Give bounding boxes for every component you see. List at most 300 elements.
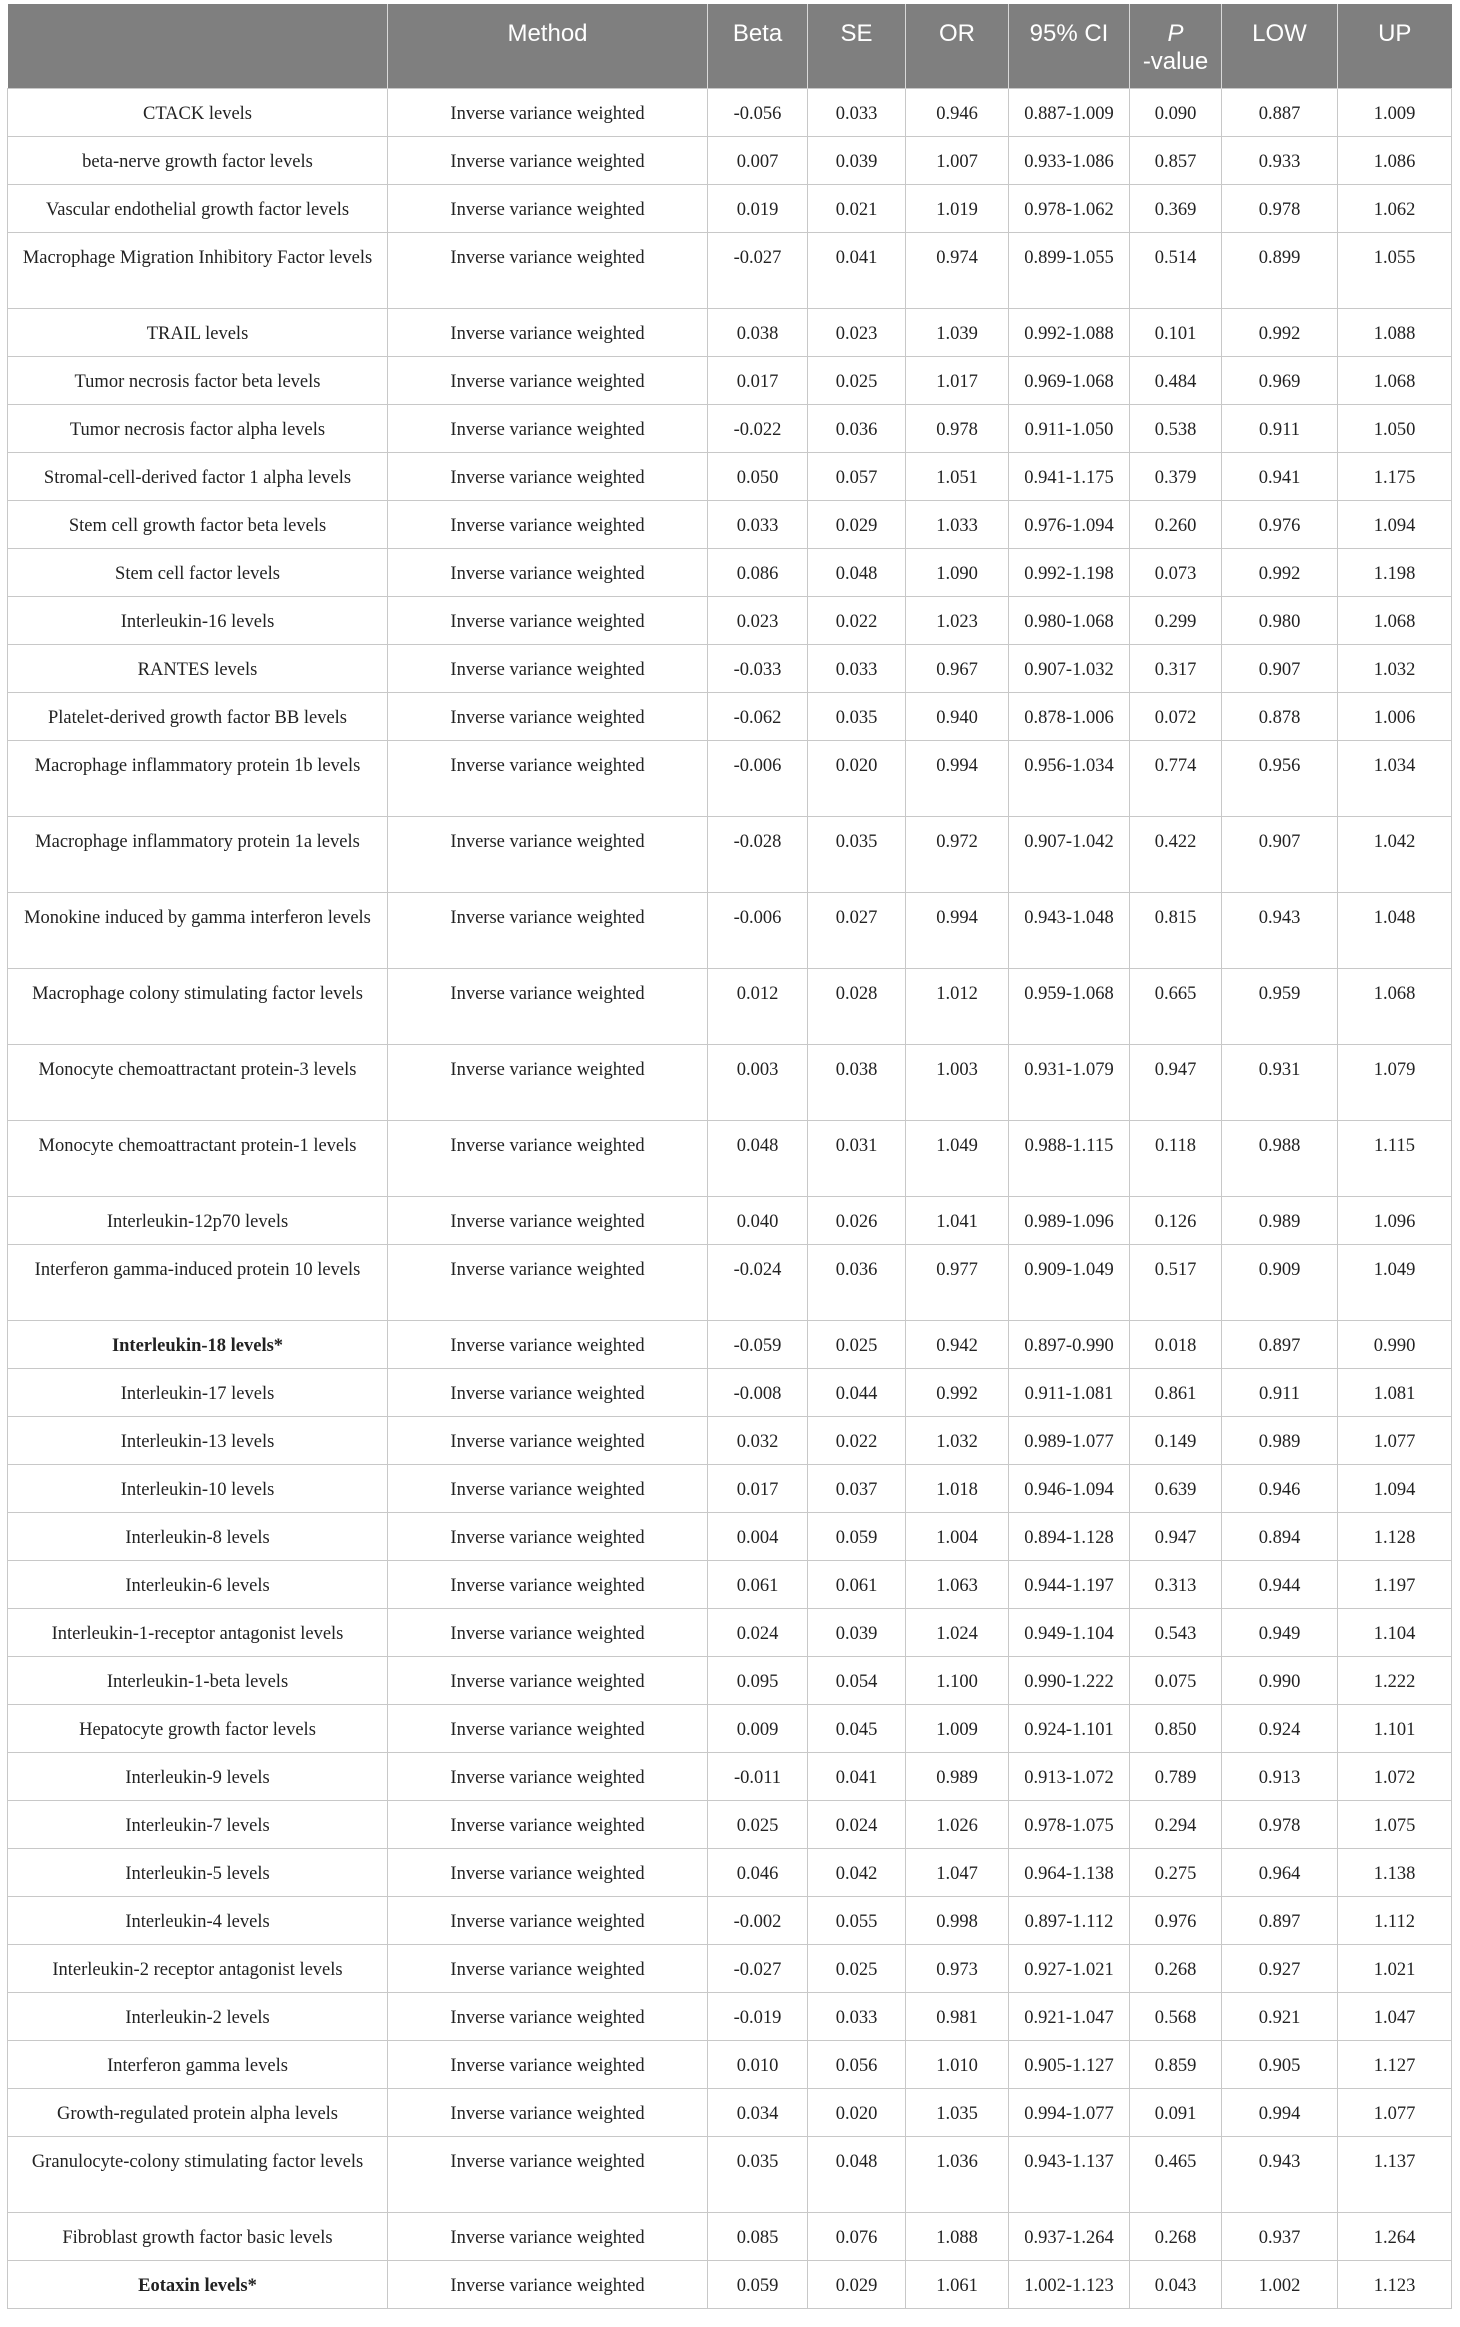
up-cell: 1.081 (1338, 1368, 1452, 1416)
method-cell: Inverse variance weighted (388, 308, 708, 356)
exposure-cell: Tumor necrosis factor alpha levels (8, 404, 388, 452)
beta-cell: -0.008 (708, 1368, 808, 1416)
table-row (8, 1464, 1452, 1512)
ci-cell: 0.988-1.115 (1009, 1120, 1130, 1196)
p-value-cell: 0.774 (1130, 740, 1222, 816)
or-cell: 1.010 (906, 2040, 1009, 2088)
low-cell: 0.937 (1222, 2212, 1338, 2260)
beta-cell: -0.006 (708, 892, 808, 968)
table-row (8, 644, 1452, 692)
p-value-cell: 0.090 (1130, 88, 1222, 136)
p-value-cell: 0.538 (1130, 404, 1222, 452)
method-cell: Inverse variance weighted (388, 1752, 708, 1800)
exposure-cell: Interleukin-2 receptor antagonist levels (8, 1944, 388, 1992)
or-cell: 1.019 (906, 184, 1009, 232)
or-cell: 1.047 (906, 1848, 1009, 1896)
se-cell: 0.029 (808, 2260, 906, 2308)
method-cell: Inverse variance weighted (388, 816, 708, 892)
exposure-cell: Stem cell factor levels (8, 548, 388, 596)
beta-cell: -0.022 (708, 404, 808, 452)
se-cell: 0.036 (808, 404, 906, 452)
beta-cell: 0.019 (708, 184, 808, 232)
up-cell: 1.075 (1338, 1800, 1452, 1848)
se-cell: 0.020 (808, 2088, 906, 2136)
p-value-cell: 0.815 (1130, 892, 1222, 968)
exposure-cell: Interferon gamma levels (8, 2040, 388, 2088)
up-cell: 1.042 (1338, 816, 1452, 892)
exposure-cell: Interleukin-6 levels (8, 1560, 388, 1608)
p-value-cell: 0.665 (1130, 968, 1222, 1044)
or-cell: 1.007 (906, 136, 1009, 184)
table-row (8, 816, 1452, 892)
beta-cell: 0.003 (708, 1044, 808, 1120)
p-value-cell: 0.118 (1130, 1120, 1222, 1196)
p-value-cell: 0.126 (1130, 1196, 1222, 1244)
header-method: Method (388, 4, 708, 88)
method-cell: Inverse variance weighted (388, 184, 708, 232)
or-cell: 1.018 (906, 1464, 1009, 1512)
p-value-cell: 0.947 (1130, 1512, 1222, 1560)
p-value-cell: 0.517 (1130, 1244, 1222, 1320)
low-cell: 0.933 (1222, 136, 1338, 184)
low-cell: 0.927 (1222, 1944, 1338, 1992)
p-value-cell: 0.313 (1130, 1560, 1222, 1608)
ci-cell: 0.911-1.081 (1009, 1368, 1130, 1416)
p-value-cell: 0.422 (1130, 816, 1222, 892)
up-cell: 1.068 (1338, 356, 1452, 404)
exposure-cell: beta-nerve growth factor levels (8, 136, 388, 184)
or-cell: 1.100 (906, 1656, 1009, 1704)
low-cell: 0.989 (1222, 1196, 1338, 1244)
p-value-cell: 0.091 (1130, 2088, 1222, 2136)
up-cell: 1.062 (1338, 184, 1452, 232)
se-cell: 0.028 (808, 968, 906, 1044)
results-table (7, 4, 1452, 2309)
or-cell: 1.041 (906, 1196, 1009, 1244)
method-cell: Inverse variance weighted (388, 692, 708, 740)
se-cell: 0.041 (808, 1752, 906, 1800)
beta-cell: -0.027 (708, 1944, 808, 1992)
ci-cell: 0.941-1.175 (1009, 452, 1130, 500)
p-value-cell: 0.568 (1130, 1992, 1222, 2040)
beta-cell: 0.059 (708, 2260, 808, 2308)
up-cell: 1.077 (1338, 1416, 1452, 1464)
or-cell: 1.088 (906, 2212, 1009, 2260)
or-cell: 0.946 (906, 88, 1009, 136)
table-row (8, 136, 1452, 184)
low-cell: 0.909 (1222, 1244, 1338, 1320)
se-cell: 0.055 (808, 1896, 906, 1944)
low-cell: 0.897 (1222, 1896, 1338, 1944)
or-cell: 1.004 (906, 1512, 1009, 1560)
exposure-cell: Interleukin-8 levels (8, 1512, 388, 1560)
table-row (8, 1196, 1452, 1244)
low-cell: 0.907 (1222, 644, 1338, 692)
method-cell: Inverse variance weighted (388, 232, 708, 308)
se-cell: 0.041 (808, 232, 906, 308)
or-cell: 1.033 (906, 500, 1009, 548)
exposure-cell: Hepatocyte growth factor levels (8, 1704, 388, 1752)
ci-cell: 0.894-1.128 (1009, 1512, 1130, 1560)
beta-cell: 0.007 (708, 136, 808, 184)
low-cell: 0.905 (1222, 2040, 1338, 2088)
ci-cell: 0.913-1.072 (1009, 1752, 1130, 1800)
up-cell: 1.072 (1338, 1752, 1452, 1800)
ci-cell: 0.897-0.990 (1009, 1320, 1130, 1368)
p-value-cell: 0.379 (1130, 452, 1222, 500)
header-se: SE (808, 4, 906, 88)
or-cell: 0.994 (906, 892, 1009, 968)
low-cell: 0.964 (1222, 1848, 1338, 1896)
up-cell: 1.104 (1338, 1608, 1452, 1656)
p-value-cell: 0.018 (1130, 1320, 1222, 1368)
table-row (8, 2040, 1452, 2088)
up-cell: 1.094 (1338, 500, 1452, 548)
p-value-cell: 0.275 (1130, 1848, 1222, 1896)
low-cell: 0.887 (1222, 88, 1338, 136)
se-cell: 0.048 (808, 2136, 906, 2212)
method-cell: Inverse variance weighted (388, 596, 708, 644)
method-cell: Inverse variance weighted (388, 1244, 708, 1320)
exposure-cell: Interleukin-7 levels (8, 1800, 388, 1848)
beta-cell: 0.032 (708, 1416, 808, 1464)
ci-cell: 0.976-1.094 (1009, 500, 1130, 548)
exposure-cell: Monocyte chemoattractant protein-3 levels (8, 1044, 388, 1120)
ci-cell: 0.899-1.055 (1009, 232, 1130, 308)
table-row (8, 2260, 1452, 2308)
p-value-cell: 0.073 (1130, 548, 1222, 596)
low-cell: 0.941 (1222, 452, 1338, 500)
exposure-cell: Fibroblast growth factor basic levels (8, 2212, 388, 2260)
up-cell: 1.055 (1338, 232, 1452, 308)
method-cell: Inverse variance weighted (388, 1464, 708, 1512)
up-cell: 1.123 (1338, 2260, 1452, 2308)
beta-cell: -0.033 (708, 644, 808, 692)
beta-cell: 0.025 (708, 1800, 808, 1848)
or-cell: 0.989 (906, 1752, 1009, 1800)
low-cell: 0.913 (1222, 1752, 1338, 1800)
beta-cell: 0.095 (708, 1656, 808, 1704)
exposure-cell: Macrophage inflammatory protein 1b levels (8, 740, 388, 816)
ci-cell: 0.992-1.088 (1009, 308, 1130, 356)
ci-cell: 0.989-1.077 (1009, 1416, 1130, 1464)
se-cell: 0.025 (808, 356, 906, 404)
beta-cell: 0.017 (708, 1464, 808, 1512)
exposure-cell: Interleukin-16 levels (8, 596, 388, 644)
ci-cell: 0.978-1.075 (1009, 1800, 1130, 1848)
p-value-cell: 0.639 (1130, 1464, 1222, 1512)
method-cell: Inverse variance weighted (388, 1416, 708, 1464)
exposure-cell: Interleukin-1-receptor antagonist levels (8, 1608, 388, 1656)
p-value-cell: 0.850 (1130, 1704, 1222, 1752)
table-row (8, 692, 1452, 740)
low-cell: 0.956 (1222, 740, 1338, 816)
ci-cell: 0.994-1.077 (1009, 2088, 1130, 2136)
or-cell: 1.032 (906, 1416, 1009, 1464)
header-up: UP (1338, 4, 1452, 88)
beta-cell: 0.048 (708, 1120, 808, 1196)
up-cell: 1.034 (1338, 740, 1452, 816)
se-cell: 0.025 (808, 1944, 906, 1992)
ci-cell: 0.927-1.021 (1009, 1944, 1130, 1992)
up-cell: 1.115 (1338, 1120, 1452, 1196)
table-row (8, 500, 1452, 548)
se-cell: 0.044 (808, 1368, 906, 1416)
low-cell: 0.992 (1222, 548, 1338, 596)
se-cell: 0.020 (808, 740, 906, 816)
se-cell: 0.023 (808, 308, 906, 356)
table-row (8, 308, 1452, 356)
se-cell: 0.033 (808, 1992, 906, 2040)
header-p-value (1130, 4, 1222, 88)
table-row (8, 2212, 1452, 2260)
ci-cell: 0.905-1.127 (1009, 2040, 1130, 2088)
method-cell: Inverse variance weighted (388, 1800, 708, 1848)
ci-cell: 0.887-1.009 (1009, 88, 1130, 136)
low-cell: 0.911 (1222, 1368, 1338, 1416)
se-cell: 0.054 (808, 1656, 906, 1704)
exposure-cell: Monocyte chemoattractant protein-1 levels (8, 1120, 388, 1196)
low-cell: 0.988 (1222, 1120, 1338, 1196)
beta-cell: -0.027 (708, 232, 808, 308)
or-cell: 1.017 (906, 356, 1009, 404)
header-or: OR (906, 4, 1009, 88)
beta-cell: -0.011 (708, 1752, 808, 1800)
beta-cell: -0.019 (708, 1992, 808, 2040)
table-row (8, 184, 1452, 232)
se-cell: 0.027 (808, 892, 906, 968)
up-cell: 1.068 (1338, 968, 1452, 1044)
table-row (8, 596, 1452, 644)
up-cell: 1.198 (1338, 548, 1452, 596)
exposure-cell: Monokine induced by gamma interferon levels (8, 892, 388, 968)
exposure-cell: Interleukin-12p70 levels (8, 1196, 388, 1244)
se-cell: 0.035 (808, 816, 906, 892)
header-low: LOW (1222, 4, 1338, 88)
up-cell: 1.006 (1338, 692, 1452, 740)
or-cell: 0.967 (906, 644, 1009, 692)
or-cell: 1.090 (906, 548, 1009, 596)
low-cell: 1.002 (1222, 2260, 1338, 2308)
up-cell: 1.138 (1338, 1848, 1452, 1896)
beta-cell: 0.004 (708, 1512, 808, 1560)
se-cell: 0.021 (808, 184, 906, 232)
up-cell: 1.137 (1338, 2136, 1452, 2212)
low-cell: 0.949 (1222, 1608, 1338, 1656)
beta-cell: 0.086 (708, 548, 808, 596)
up-cell: 1.021 (1338, 1944, 1452, 1992)
method-cell: Inverse variance weighted (388, 1656, 708, 1704)
method-cell: Inverse variance weighted (388, 2088, 708, 2136)
method-cell: Inverse variance weighted (388, 356, 708, 404)
p-value-cell: 0.861 (1130, 1368, 1222, 1416)
up-cell: 1.047 (1338, 1992, 1452, 2040)
ci-cell: 0.907-1.042 (1009, 816, 1130, 892)
or-cell: 0.978 (906, 404, 1009, 452)
ci-cell: 0.959-1.068 (1009, 968, 1130, 1044)
exposure-cell: Interleukin-17 levels (8, 1368, 388, 1416)
low-cell: 0.899 (1222, 232, 1338, 308)
method-cell: Inverse variance weighted (388, 1196, 708, 1244)
beta-cell: -0.056 (708, 88, 808, 136)
up-cell: 1.049 (1338, 1244, 1452, 1320)
method-cell: Inverse variance weighted (388, 1608, 708, 1656)
exposure-cell: Tumor necrosis factor beta levels (8, 356, 388, 404)
beta-cell: 0.023 (708, 596, 808, 644)
or-cell: 0.940 (906, 692, 1009, 740)
or-cell: 0.977 (906, 1244, 1009, 1320)
exposure-cell: Interleukin-2 levels (8, 1992, 388, 2040)
p-value-cell: 0.947 (1130, 1044, 1222, 1120)
up-cell: 1.086 (1338, 136, 1452, 184)
ci-cell: 0.878-1.006 (1009, 692, 1130, 740)
ci-cell: 0.992-1.198 (1009, 548, 1130, 596)
method-cell: Inverse variance weighted (388, 2260, 708, 2308)
table-row (8, 1368, 1452, 1416)
se-cell: 0.029 (808, 500, 906, 548)
exposure-cell: RANTES levels (8, 644, 388, 692)
p-value-cell: 0.789 (1130, 1752, 1222, 1800)
table-row (8, 1944, 1452, 1992)
table-row (8, 1656, 1452, 1704)
se-cell: 0.024 (808, 1800, 906, 1848)
or-cell: 1.036 (906, 2136, 1009, 2212)
low-cell: 0.978 (1222, 184, 1338, 232)
beta-cell: 0.046 (708, 1848, 808, 1896)
exposure-cell: TRAIL levels (8, 308, 388, 356)
table-header (8, 4, 1452, 88)
beta-cell: -0.002 (708, 1896, 808, 1944)
low-cell: 0.980 (1222, 596, 1338, 644)
low-cell: 0.978 (1222, 1800, 1338, 1848)
or-cell: 1.024 (906, 1608, 1009, 1656)
low-cell: 0.944 (1222, 1560, 1338, 1608)
p-value-cell: 0.976 (1130, 1896, 1222, 1944)
se-cell: 0.059 (808, 1512, 906, 1560)
ci-cell: 0.943-1.137 (1009, 2136, 1130, 2212)
p-value-cell: 0.299 (1130, 596, 1222, 644)
up-cell: 1.197 (1338, 1560, 1452, 1608)
table-row (8, 1244, 1452, 1320)
beta-cell: 0.085 (708, 2212, 808, 2260)
table-row (8, 740, 1452, 816)
ci-cell: 0.931-1.079 (1009, 1044, 1130, 1120)
table-row (8, 1608, 1452, 1656)
table-row (8, 892, 1452, 968)
p-value-cell: 0.294 (1130, 1800, 1222, 1848)
up-cell: 1.048 (1338, 892, 1452, 968)
beta-cell: 0.017 (708, 356, 808, 404)
exposure-cell: Platelet-derived growth factor BB levels (8, 692, 388, 740)
or-cell: 1.035 (906, 2088, 1009, 2136)
header-row (8, 4, 1452, 88)
p-value-cell: 0.465 (1130, 2136, 1222, 2212)
up-cell: 1.112 (1338, 1896, 1452, 1944)
method-cell: Inverse variance weighted (388, 644, 708, 692)
se-cell: 0.038 (808, 1044, 906, 1120)
method-cell: Inverse variance weighted (388, 2212, 708, 2260)
exposure-cell: Interleukin-13 levels (8, 1416, 388, 1464)
table-row (8, 1512, 1452, 1560)
beta-cell: 0.012 (708, 968, 808, 1044)
exposure-cell: Stromal-cell-derived factor 1 alpha levels (8, 452, 388, 500)
method-cell: Inverse variance weighted (388, 1512, 708, 1560)
up-cell: 1.094 (1338, 1464, 1452, 1512)
beta-cell: 0.035 (708, 2136, 808, 2212)
low-cell: 0.924 (1222, 1704, 1338, 1752)
method-cell: Inverse variance weighted (388, 88, 708, 136)
up-cell: 1.009 (1338, 88, 1452, 136)
ci-cell: 0.897-1.112 (1009, 1896, 1130, 1944)
beta-cell: 0.010 (708, 2040, 808, 2088)
se-cell: 0.057 (808, 452, 906, 500)
up-cell: 1.175 (1338, 452, 1452, 500)
low-cell: 0.921 (1222, 1992, 1338, 2040)
low-cell: 0.990 (1222, 1656, 1338, 1704)
p-value-cell: 0.043 (1130, 2260, 1222, 2308)
or-cell: 0.942 (906, 1320, 1009, 1368)
se-cell: 0.033 (808, 88, 906, 136)
exposure-cell: Interleukin-10 levels (8, 1464, 388, 1512)
method-cell: Inverse variance weighted (388, 892, 708, 968)
low-cell: 0.931 (1222, 1044, 1338, 1120)
beta-cell: 0.038 (708, 308, 808, 356)
table-row (8, 88, 1452, 136)
table-row (8, 1416, 1452, 1464)
header-exposure (8, 4, 388, 88)
ci-cell: 0.944-1.197 (1009, 1560, 1130, 1608)
p-value-cell: 0.072 (1130, 692, 1222, 740)
or-cell: 1.003 (906, 1044, 1009, 1120)
up-cell: 1.128 (1338, 1512, 1452, 1560)
se-cell: 0.056 (808, 2040, 906, 2088)
low-cell: 0.943 (1222, 2136, 1338, 2212)
exposure-cell: Granulocyte-colony stimulating factor levels (8, 2136, 388, 2212)
table-row (8, 1752, 1452, 1800)
exposure-cell: Interleukin-4 levels (8, 1896, 388, 1944)
table-body (8, 88, 1452, 2308)
low-cell: 0.969 (1222, 356, 1338, 404)
low-cell: 0.946 (1222, 1464, 1338, 1512)
se-cell: 0.039 (808, 1608, 906, 1656)
exposure-cell: Interleukin-1-beta levels (8, 1656, 388, 1704)
ci-cell: 0.949-1.104 (1009, 1608, 1130, 1656)
method-cell: Inverse variance weighted (388, 1704, 708, 1752)
method-cell: Inverse variance weighted (388, 2040, 708, 2088)
method-cell: Inverse variance weighted (388, 1992, 708, 2040)
or-cell: 1.063 (906, 1560, 1009, 1608)
or-cell: 1.012 (906, 968, 1009, 1044)
p-value-cell: 0.857 (1130, 136, 1222, 184)
table-row (8, 1704, 1452, 1752)
exposure-cell: Vascular endothelial growth factor levels (8, 184, 388, 232)
method-cell: Inverse variance weighted (388, 1044, 708, 1120)
low-cell: 0.897 (1222, 1320, 1338, 1368)
exposure-cell: Eotaxin levels* (8, 2260, 388, 2308)
up-cell: 1.068 (1338, 596, 1452, 644)
ci-cell: 0.924-1.101 (1009, 1704, 1130, 1752)
se-cell: 0.037 (808, 1464, 906, 1512)
se-cell: 0.045 (808, 1704, 906, 1752)
or-cell: 1.023 (906, 596, 1009, 644)
exposure-cell: CTACK levels (8, 88, 388, 136)
table-row (8, 452, 1452, 500)
ci-cell: 0.943-1.048 (1009, 892, 1130, 968)
up-cell: 1.101 (1338, 1704, 1452, 1752)
method-cell: Inverse variance weighted (388, 1368, 708, 1416)
or-cell: 0.981 (906, 1992, 1009, 2040)
low-cell: 0.976 (1222, 500, 1338, 548)
